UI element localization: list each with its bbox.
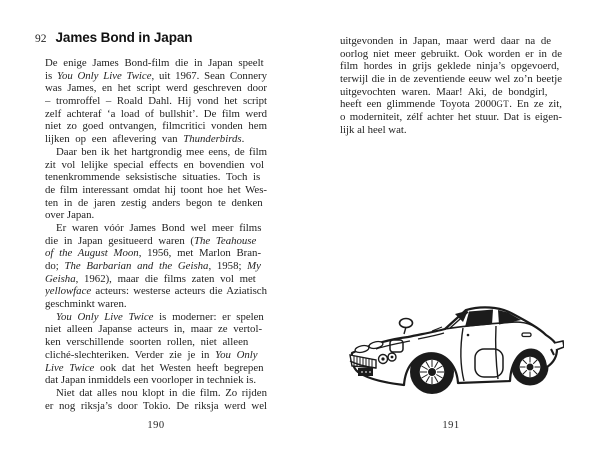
left-page-number: 190 bbox=[147, 420, 165, 431]
text-line: De enige James Bond-film die in Japan speelt bbox=[45, 57, 264, 69]
text-line: niet alleen Japanse acteurs in, maar ze vertol- bbox=[45, 323, 263, 336]
text-line: lijken op een aflevering van Thunderbirds. bbox=[45, 133, 245, 146]
right-page-number: 191 bbox=[442, 420, 460, 431]
text-line: Er waren vóór James Bond wel meer films bbox=[56, 221, 262, 234]
text-line: – tromroffel – Roald Dahl. Hij vond het script bbox=[45, 95, 267, 108]
chapter-title: James Bond in Japan bbox=[55, 30, 193, 45]
text-line: uitgevochten waren. Maar! Aki, de bondgirl, bbox=[340, 85, 548, 98]
text-line: niet zo goed ontvangen, filmcritici vonden hem bbox=[45, 120, 267, 133]
text-line: terwijl die in de zeventiende eeuw wel zo’n beetje bbox=[340, 73, 562, 86]
toyota-2000gt-illustration bbox=[346, 297, 564, 405]
text-line: lijk al heel wat. bbox=[340, 123, 407, 136]
text-line: Daar ben ik het hartgrondig mee eens, de film bbox=[56, 145, 267, 158]
right-text-column bbox=[340, 35, 562, 137]
text-line: oorlog niet meer gebruikt. Ook worden er in de bbox=[340, 47, 562, 60]
text-line: yellowface acteurs: westerse acteurs die Aziatisch bbox=[45, 285, 267, 298]
text-line: dat Japan inmiddels een voorloper in techniek is. bbox=[45, 374, 257, 387]
text-line: do; The Barbarian and the Geisha, 1958; My bbox=[45, 260, 261, 272]
text-line: of the August Moon, 1956, met Marlon Bran- bbox=[45, 247, 262, 260]
right-page bbox=[300, 0, 600, 450]
text-line: ken verschillende soorten rollen, niet alleen bbox=[45, 336, 249, 349]
text-line: ten in de jaren zestig anders begon te denken bbox=[45, 196, 263, 209]
text-line: de film interessant omdat hij toont hoe het Wes- bbox=[45, 183, 267, 196]
left-text-column bbox=[45, 57, 267, 412]
text-line: tenenkrommende seksistische situaties. Toch is bbox=[45, 171, 261, 184]
text-line: die in Japan gesitueerd waren (The Teahouse bbox=[45, 234, 257, 247]
text-line: o moderniteit, zélf achter het stuur. Dat is eigen- bbox=[340, 111, 562, 124]
text-line: zelf achteraf ‘a load of bullshit’. De film werd bbox=[45, 107, 267, 120]
text-line: film hordes in grijs geklede ninja’s opgevoerd, bbox=[340, 60, 560, 73]
chapter-heading bbox=[35, 30, 192, 45]
text-line: heeft een glimmende Toyota 2000GT. En ze zit, bbox=[340, 98, 562, 111]
door-window bbox=[465, 310, 493, 328]
wing-mirror bbox=[400, 319, 413, 328]
text-line: over Japan. bbox=[45, 209, 95, 222]
text-line: You Only Live Twice is moderner: er spelen bbox=[56, 310, 264, 323]
text-line: zit vol lelijke special effects en bovendien vol bbox=[45, 158, 264, 171]
text-line: is You Only Live Twice, uit 1967. Sean Connery bbox=[45, 69, 267, 82]
text-line: Geisha, 1962), maar die films zaten vol met bbox=[45, 272, 256, 285]
car-drawing bbox=[346, 297, 564, 405]
text-line: uitgevonden in Japan, maar werd daar na de bbox=[340, 35, 552, 47]
text-line: Live Twice ook dat het Westen heeft begrepen bbox=[45, 361, 264, 374]
text-line: cliché-slechteriken. Verder zie je in You Only bbox=[45, 348, 258, 361]
text-line: Niet dat alles nou klopt in die film. Zo rijden bbox=[56, 386, 267, 399]
door-handle bbox=[522, 333, 531, 337]
text-line: was James, en het script werd geschreven door bbox=[45, 82, 267, 95]
text-line: er nog riksja’s door Tokio. De riksja werd wel bbox=[45, 399, 267, 412]
text-line: geschminkt waren. bbox=[45, 298, 127, 311]
chapter-number: 92 bbox=[35, 33, 47, 45]
